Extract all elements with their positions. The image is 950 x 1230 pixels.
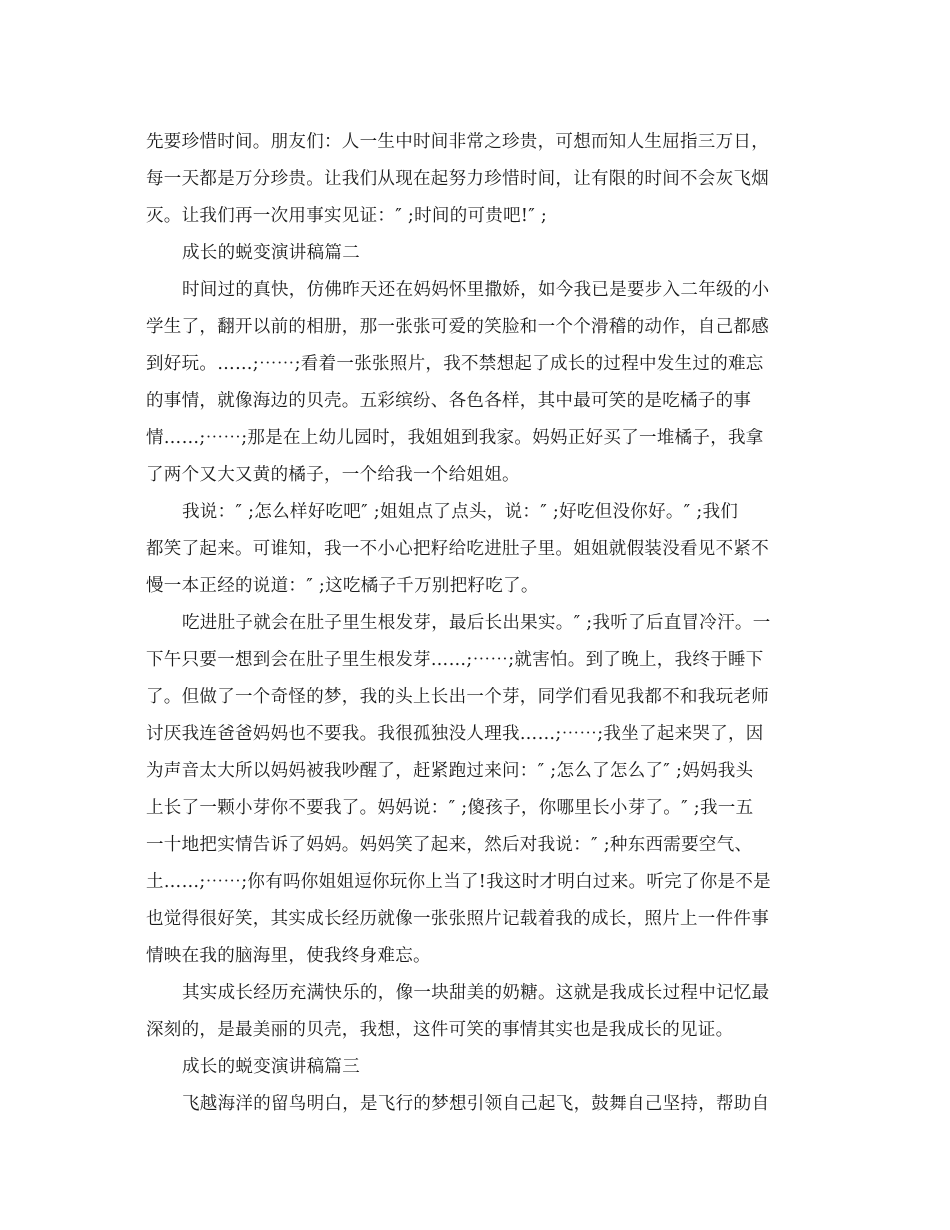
text-line: 的事情，就像海边的贝壳。五彩缤纷、各色各样，其中最可笑的是吃橘子的事 — [146, 391, 752, 411]
text-line: 每一天都是万分珍贵。让我们从现在起努力珍惜时间，让有限的时间不会灰飞烟 — [146, 169, 769, 189]
section-heading: 成长的蜕变演讲稿篇三 — [182, 1057, 360, 1077]
section-heading: 成长的蜕变演讲稿篇二 — [182, 243, 360, 263]
text-line: 上长了一颗小芽你不要我了。妈妈说：″ ;傻孩子，你哪里长小芽了。″ ;我一五 — [146, 798, 754, 818]
text-line: 其实成长经历充满快乐的，像一块甜美的奶糖。这就是我成长过程中记忆最 — [182, 983, 770, 1003]
text-line: 土……;⋯⋯;你有吗你姐姐逗你玩你上当了!我这时才明白过来。听完了你是不是 — [146, 872, 771, 892]
text-line: 灭。让我们再一次用事实见证：″ ;时间的可贵吧!″ ; — [146, 206, 548, 226]
text-line: 学生了，翻开以前的相册，那一张张可爱的笑脸和一个个滑稽的动作，自己都感 — [146, 317, 769, 337]
text-line: 讨厌我连爸爸妈妈也不要我。我很孤独没人理我……;⋯⋯;我坐了起来哭了，因 — [146, 724, 764, 744]
text-line: 了。但做了一个奇怪的梦，我的头上长出一个芽，同学们看见我都不和我玩老师 — [146, 687, 769, 707]
text-line: 时间过的真快，仿佛昨天还在妈妈怀里撒娇，如今我已是要步入二年级的小 — [182, 280, 770, 300]
text-line: 为声音太大所以妈妈被我吵醒了，赶紧跑过来问：″ ;怎么了怎么了″ ;妈妈我头 — [146, 761, 754, 781]
text-line: 深刻的，是最美丽的贝壳，我想，这件可笑的事情其实也是我成长的见证。 — [146, 1020, 734, 1040]
text-line: 一十地把实情告诉了妈妈。妈妈笑了起来，然后对我说：″ ;种东西需要空气、 — [146, 835, 753, 855]
text-line: 我说：″ ;怎么样好吃吧″ ;姐姐点了点头，说：″ ;好吃但没你好。″ ;我们 — [182, 502, 739, 522]
text-line: 到好玩。……;⋯⋯;看着一张张照片，我不禁想起了成长的过程中发生过的难忘 — [146, 354, 764, 374]
text-line: 都笑了起来。可谁知，我一不小心把籽给吃进肚子里。姐姐就假装没看见不紧不 — [146, 539, 769, 559]
text-line: 情……;⋯⋯;那是在上幼儿园时，我姐姐到我家。妈妈正好买了一堆橘子，我拿 — [146, 428, 764, 448]
text-line: 吃进肚子就会在肚子里生根发芽，最后长出果实。″ ;我听了后直冒冷汗。一 — [182, 613, 771, 633]
text-line: 慢一本正经的说道：″ ;这吃橘子千万别把籽吃了。 — [146, 576, 539, 596]
text-line: 了两个又大又黄的橘子，一个给我一个给姐姐。 — [146, 465, 520, 485]
text-line: 先要珍惜时间。朋友们：人一生中时间非常之珍贵，可想而知人生屈指三万日， — [146, 132, 769, 152]
text-line: 下午只要一想到会在肚子里生根发芽……;⋯⋯;就害怕。到了晚上，我终于睡下 — [146, 650, 764, 670]
text-line: 也觉得很好笑，其实成长经历就像一张张照片记载着我的成长，照片上一件件事 — [146, 909, 769, 929]
text-line: 飞越海洋的留鸟明白，是飞行的梦想引领自己起飞，鼓舞自己坚持，帮助自 — [182, 1094, 770, 1114]
text-line: 情映在我的脑海里，使我终身难忘。 — [146, 946, 431, 966]
